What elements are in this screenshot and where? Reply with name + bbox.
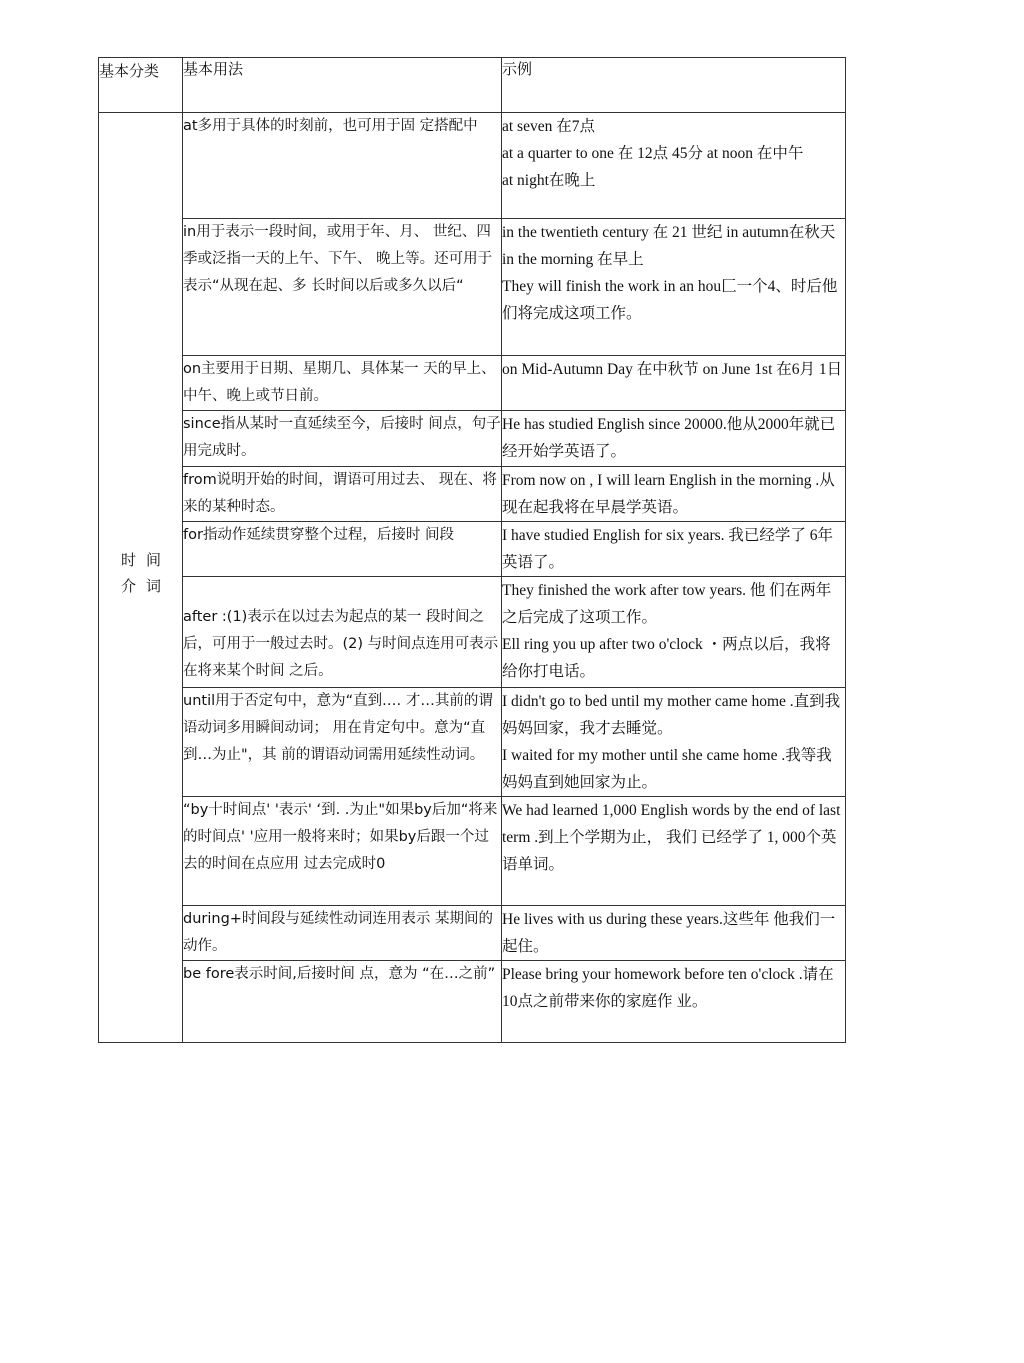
table-row xyxy=(99,688,846,797)
usage-cell: since指从某时一直延续至今，后接时 间点，句子用完成时。 xyxy=(183,411,502,467)
usage-cell: be fore表示时间,后接时间 点，意为 “在…之前” xyxy=(183,961,502,1043)
example-line: He lives with us during these years.这些年 他我们一起住。 xyxy=(502,911,836,955)
example-cell xyxy=(502,577,846,688)
example-line: I have studied English for six years. 我已经学了 6年英语了。 xyxy=(502,527,834,571)
example-cell xyxy=(502,688,846,797)
table-row xyxy=(99,467,846,522)
example-line: on Mid-Autumn Day 在中秋节 on June 1st 在6月 1日 xyxy=(502,361,843,378)
usage-cell: in用于表示一段时间，或用于年、月、 世纪、四季或泛指一天的上午、下午、 晚上等。还可用于表示“从现在起、多 长时间以后或多久以后“ xyxy=(183,219,502,356)
table-row xyxy=(99,797,846,906)
category-cell xyxy=(99,113,183,1043)
table-row xyxy=(99,577,846,688)
example-line: in the twentieth century 在 21 世纪 in autumn在秋天 in the morning 在早上 xyxy=(502,224,836,268)
usage-cell: at多用于具体的时刻前，也可用于固 定搭配中 xyxy=(183,113,502,219)
usage-cell: from说明开始的时间，谓语可用过去、 现在、将来的某种时态。 xyxy=(183,467,502,522)
table-row xyxy=(99,961,846,1043)
usage-cell: during+时间段与延续性动词连用表示 某期间的动作。 xyxy=(183,906,502,961)
example-line: Ell ring you up after two o'clock ・两点以后，我将给你打电话。 xyxy=(502,636,831,680)
example-line: He has studied English since 20000.他从2000年就已经开始学英语了。 xyxy=(502,416,836,460)
table-row xyxy=(99,113,846,219)
usage-cell: for指动作延续贯穿整个过程，后接时 间段 xyxy=(183,522,502,577)
example-line: at a quarter to one 在 12点 45分 at noon 在中午 xyxy=(502,145,804,162)
usage-cell: until用于否定句中，意为“直到.… 才…其前的谓语动词多用瞬间动词； 用在肯定句中。意为“直到…为止"，其 前的谓语动词需用延续性动词。 xyxy=(183,688,502,797)
category-label xyxy=(99,547,183,599)
example-cell xyxy=(502,906,846,961)
category-line-1: 时间 xyxy=(120,551,171,569)
example-cell xyxy=(502,961,846,1043)
example-cell xyxy=(502,411,846,467)
table-row xyxy=(99,356,846,411)
example-line: I waited for my mother until she came home .我等我妈妈直到她回家为止。 xyxy=(502,747,832,791)
table-row xyxy=(99,219,846,356)
table-row xyxy=(99,522,846,577)
example-line: at night在晚上 xyxy=(502,172,596,189)
example-cell xyxy=(502,522,846,577)
example-line: at seven 在7点 xyxy=(502,118,595,135)
example-cell xyxy=(502,219,846,356)
header-example: 示例 xyxy=(502,58,846,113)
example-cell xyxy=(502,356,846,411)
example-cell xyxy=(502,467,846,522)
usage-cell: after :(1)表示在以过去为起点的某一 段时间之后，可用于一般过去时。(2) 与时间点连用可表示在将来某个时间 之后。 xyxy=(183,577,502,688)
header-row xyxy=(99,58,846,113)
category-line-2: 介词 xyxy=(120,577,171,595)
preposition-table xyxy=(98,57,846,1043)
header-usage: 基本用法 xyxy=(183,58,502,113)
example-line: From now on , I will learn English in the morning .从现在起我将在早晨学英语。 xyxy=(502,472,835,516)
example-line: We had learned 1,000 English words by the end of last term .到上个学期为止， 我们 已经学了 1, 000个英语单词。 xyxy=(502,802,841,873)
table-row xyxy=(99,411,846,467)
example-line: Please bring your homework before ten o'clock .请在10点之前带来你的家庭作 业。 xyxy=(502,966,834,1010)
example-line: They will finish the work in an hou匚一个4、时后他们将完成这项工作。 xyxy=(502,278,838,322)
header-category: 基本分类 xyxy=(99,58,183,113)
example-cell xyxy=(502,797,846,906)
usage-cell: “by十时间点' '表示' ‘到. .为止"如果by后加“将来的时间点' '应用一般将来时；如果by后跟一个过去的时间在点应用 过去完成时0 xyxy=(183,797,502,906)
example-line: They finished the work after tow years. 他 们在两年之后完成了这项工作。 xyxy=(502,582,832,626)
table-row xyxy=(99,906,846,961)
usage-cell: on主要用于日期、星期几、具体某一 天的早上、中午、晚上或节日前。 xyxy=(183,356,502,411)
example-line: I didn't go to bed until my mother came home .直到我妈妈回家，我才去睡觉。 xyxy=(502,693,841,737)
example-cell xyxy=(502,113,846,219)
